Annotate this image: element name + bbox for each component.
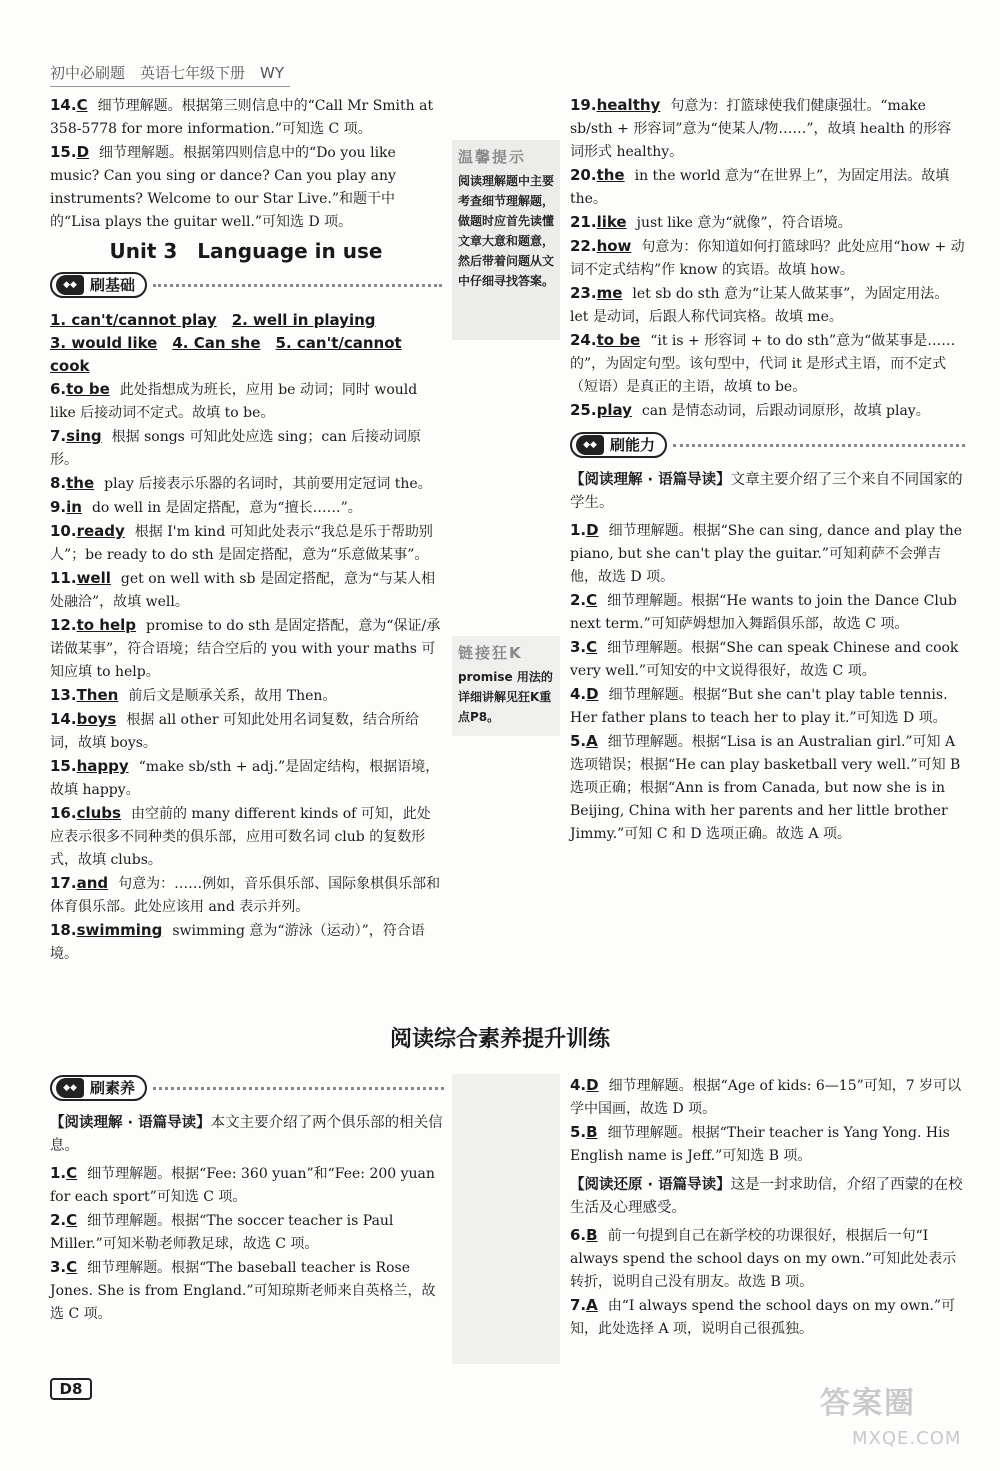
item-answer: C bbox=[586, 638, 598, 656]
item-answer: happy bbox=[76, 757, 129, 775]
item-number: 15. bbox=[50, 757, 77, 775]
item-answer: clubs bbox=[76, 804, 121, 822]
item-number: 6. bbox=[570, 1226, 587, 1244]
item-explanation: 前一句提到自己在新学校的功课很好，根据后一句“I always spend the school days on my own.”可知此处表示转折，说明自己没有朋友。故选 B 项。 bbox=[570, 1228, 957, 1290]
item-explanation: 此处指想成为班长，应用 be 动词；同时 would like 后接动词不定式。故填 to be。 bbox=[50, 382, 418, 421]
list-item bbox=[50, 755, 442, 802]
list-item bbox=[50, 520, 442, 567]
banner-dots bbox=[153, 284, 442, 287]
item-number: 14. bbox=[50, 96, 77, 114]
item-number: 19. bbox=[570, 96, 597, 114]
unit-title: Unit 3 Language in use bbox=[109, 239, 383, 263]
item-explanation: 细节理解题。根据“She can sing, dance and play the piano, but she can't play the guitar.”可知莉萨不会弹吉他，故选 D 项。 bbox=[570, 523, 963, 585]
list-item bbox=[50, 802, 442, 872]
item-explanation: 细节理解题。根据“Their teacher is Yang Yong. His English name is Jeff.”可知选 B 项。 bbox=[570, 1125, 950, 1164]
item-answer: C bbox=[76, 96, 88, 114]
item-number: 11. bbox=[50, 569, 77, 587]
item-number: 20. bbox=[570, 166, 597, 184]
item-number: 10. bbox=[50, 522, 77, 540]
bottom-right-column bbox=[570, 1074, 965, 1341]
item-explanation: 细节理解题。根据“The baseball teacher is Rose Jones. She is from England.”可知琼斯老师来自英格兰，故选 C 项。 bbox=[50, 1260, 436, 1322]
item-number: 4. bbox=[570, 1076, 587, 1094]
item-answer: D bbox=[586, 685, 599, 703]
guide-text: 文章主要介绍了三个来自不同国家的学生。 bbox=[570, 472, 963, 511]
item-explanation: 细节理解题。根据“He wants to join the Dance Club next term.”可知萨姆想加入舞蹈俱乐部，故选 C 项。 bbox=[570, 593, 957, 632]
item-answer: sing bbox=[66, 427, 102, 445]
item-number: 2. bbox=[50, 1211, 67, 1229]
item-answer: healthy bbox=[596, 96, 661, 114]
list-item bbox=[570, 329, 965, 399]
item-number: 7. bbox=[570, 1296, 587, 1314]
bottom-left-column bbox=[50, 1074, 444, 1326]
item-answer: B bbox=[586, 1123, 598, 1141]
item-explanation: swimming 意为“游泳（运动）”，符合语境。 bbox=[50, 923, 425, 962]
item-answer: swimming bbox=[76, 921, 163, 939]
answer-text: 3. would like bbox=[50, 334, 158, 352]
item-answer: A bbox=[586, 1296, 598, 1314]
list-item bbox=[50, 919, 442, 966]
item-number: 5. bbox=[570, 732, 587, 750]
sidebar-link-body: promise 用法的详细讲解见狂K重点P8。 bbox=[458, 670, 553, 724]
item-number: 1. bbox=[50, 1164, 67, 1182]
item-number: 16. bbox=[50, 804, 77, 822]
list-item bbox=[50, 94, 442, 141]
list-item bbox=[50, 141, 442, 234]
guide-tag: 【阅读理解 · 语篇导读】 bbox=[570, 472, 731, 488]
banner-basic bbox=[50, 271, 442, 299]
item-answer: in bbox=[66, 498, 82, 516]
list-item bbox=[570, 164, 965, 211]
item-answer: the bbox=[596, 166, 625, 184]
book-icon: ◆◆ bbox=[56, 1078, 84, 1098]
item-answer: D bbox=[586, 521, 599, 539]
item-answer: well bbox=[76, 569, 111, 587]
item-number: 4. bbox=[570, 685, 587, 703]
list-item bbox=[570, 1294, 965, 1341]
right-column bbox=[570, 94, 965, 846]
list-item bbox=[570, 589, 965, 636]
page-number: D8 bbox=[50, 1378, 92, 1400]
list-item bbox=[50, 684, 442, 708]
item-explanation: in the world 意为“在世界上”，为固定用法。故填 the。 bbox=[570, 168, 950, 207]
item-number: 3. bbox=[570, 638, 587, 656]
list-item bbox=[50, 872, 442, 919]
item-explanation: 句意为：……例如，音乐俱乐部、国际象棋俱乐部和体育俱乐部。此处应该用 and 表示并列。 bbox=[50, 876, 441, 915]
item-answer: the bbox=[66, 474, 95, 492]
banner-label: 刷基础 bbox=[90, 275, 136, 294]
sidebar-tip-body: 阅读理解题中主要考查细节理解题，做题时应首先读懂文章大意和题意，然后带着问题从文中仔细寻找答案。 bbox=[458, 174, 555, 288]
item-answer: C bbox=[66, 1258, 78, 1276]
answer-text: 4. Can she bbox=[172, 334, 261, 352]
item-explanation: get on well with sb 是固定搭配，意为“与某人相处融洽”，故填 well。 bbox=[50, 571, 436, 610]
item-number: 8. bbox=[50, 474, 67, 492]
item-explanation: let sb do sth 意为“让某人做某事”，为固定用法。let 是动词，后跟人称代词宾格。故填 me。 bbox=[570, 286, 949, 325]
guide-text: 这是一封求助信，介绍了西蒙的在校生活及心理感受。 bbox=[570, 1177, 963, 1216]
item-explanation: 由空前的 many different kinds of 可知，此处应表示很多不同种类的俱乐部，应用可数名词 club 的复数形式，故填 clubs。 bbox=[50, 806, 431, 868]
item-explanation: 句意为：打篮球使我们健康强壮。“make sb/sth + 形容词”意为“使某人/物……”，故填 health 的形容词形式 healthy。 bbox=[570, 98, 952, 160]
item-explanation: “it is + 形容词 + to do sth”意为“做某事是……的”，为固定句型。该句型中，代词 it 是形式主语，而不定式（短语）是真正的主语，故填 to be。 bbox=[570, 333, 956, 395]
list-item bbox=[570, 282, 965, 329]
sidebar-link bbox=[452, 636, 560, 736]
book-icon: ◆◆ bbox=[576, 435, 604, 455]
list-item bbox=[570, 1074, 965, 1121]
list-item bbox=[570, 1224, 965, 1294]
item-explanation: 前后文是顺承关系，故用 Then。 bbox=[128, 688, 337, 704]
item-explanation: “make sb/sth + adj.”是固定结构，根据语境，故填 happy。 bbox=[50, 759, 440, 798]
banner-ability bbox=[570, 431, 965, 459]
answer-text: 5. can't/cannot cook bbox=[50, 334, 402, 375]
item-explanation: 句意为：你知道如何打篮球吗？此处应用“how + 动词不定式结构”作 know 的宾语。故填 how。 bbox=[570, 239, 965, 278]
item-answer: how bbox=[596, 237, 632, 255]
header-rule bbox=[50, 86, 290, 87]
item-answer: D bbox=[586, 1076, 599, 1094]
sidebar-tip-title: 温馨提示 bbox=[458, 148, 527, 166]
item-explanation: promise to do sth 是固定搭配，意为“保证/承诺做某事”，符合语境；结合空后的 you with your maths 可知应填 to help。 bbox=[50, 618, 441, 680]
item-explanation: 细节理解题。根据“Age of kids: 6—15”可知，7 岁可以学中国画，故选 D 项。 bbox=[570, 1078, 962, 1117]
item-explanation: 细节理解题。根据“Fee: 360 yuan”和“Fee: 200 yuan for each sport”可知选 C 项。 bbox=[50, 1166, 435, 1205]
item-number: 9. bbox=[50, 498, 67, 516]
corner-watermark-site: MXQE.COM bbox=[852, 1428, 962, 1449]
item-explanation: can 是情态动词，后跟动词原形，故填 play。 bbox=[641, 403, 930, 419]
item-number: 2. bbox=[570, 591, 587, 609]
banner-dots bbox=[153, 1087, 444, 1090]
page-header: 初中必刷题 英语七年级下册 WY bbox=[50, 64, 284, 82]
list-item bbox=[50, 472, 442, 496]
item-explanation: 细节理解题。根据“The soccer teacher is Paul Miller.”可知米勒老师教足球，故选 C 项。 bbox=[50, 1213, 394, 1252]
item-answer: ready bbox=[76, 522, 125, 540]
list-item bbox=[570, 519, 965, 589]
item-explanation: 根据 songs 可知此处应选 sing；can 后接动词原形。 bbox=[50, 429, 422, 468]
item-number: 3. bbox=[50, 1258, 67, 1276]
reading-guide bbox=[570, 469, 965, 515]
list-item bbox=[570, 399, 965, 423]
item-answer: to help bbox=[76, 616, 137, 634]
item-number: 17. bbox=[50, 874, 77, 892]
basic-answer-row bbox=[50, 332, 442, 378]
list-item bbox=[50, 1256, 444, 1326]
item-explanation: 根据 I'm kind 可知此处表示“我总是乐于帮助别人”；be ready to do sth 是固定搭配，意为“乐意做某事”。 bbox=[50, 524, 433, 563]
item-answer: like bbox=[596, 213, 627, 231]
list-item bbox=[570, 683, 965, 730]
list-item bbox=[50, 1162, 444, 1209]
item-answer: boys bbox=[76, 710, 117, 728]
list-item bbox=[570, 1121, 965, 1168]
sidebar-tip bbox=[452, 140, 560, 340]
book-icon: ◆◆ bbox=[56, 275, 84, 295]
item-answer: to be bbox=[66, 380, 110, 398]
item-number: 7. bbox=[50, 427, 67, 445]
guide-tag: 【阅读还原 · 语篇导读】 bbox=[570, 1177, 731, 1193]
item-number: 22. bbox=[570, 237, 597, 255]
list-item bbox=[50, 496, 442, 520]
item-answer: A bbox=[586, 732, 598, 750]
reading-guide bbox=[50, 1112, 444, 1158]
item-answer: B bbox=[586, 1226, 598, 1244]
item-answer: C bbox=[586, 591, 598, 609]
item-number: 25. bbox=[570, 401, 597, 419]
item-answer: me bbox=[596, 284, 623, 302]
list-item bbox=[570, 636, 965, 683]
item-explanation: play 后接表示乐器的名词时，其前要用定冠词 the。 bbox=[104, 476, 432, 492]
item-explanation: do well in 是固定搭配，意为“擅长……”。 bbox=[91, 500, 362, 516]
item-number: 14. bbox=[50, 710, 77, 728]
item-answer: Then bbox=[76, 686, 119, 704]
item-answer: D bbox=[76, 143, 90, 161]
list-item bbox=[50, 425, 442, 472]
list-item bbox=[50, 378, 442, 425]
guide-text: 本文主要介绍了两个俱乐部的相关信息。 bbox=[50, 1115, 443, 1154]
banner-label: 刷素养 bbox=[90, 1078, 136, 1097]
item-explanation: 细节理解题。根据“But she can't play table tennis. Her father plans to teach her to play it.”可知选 D 项。 bbox=[570, 687, 948, 726]
item-answer: and bbox=[76, 874, 109, 892]
item-explanation: 由“I always spend the school days on my own.”可知，此处选择 A 项，说明自己很孤独。 bbox=[570, 1298, 956, 1337]
list-item bbox=[50, 567, 442, 614]
banner-literacy bbox=[50, 1074, 444, 1102]
item-number: 15. bbox=[50, 143, 77, 161]
item-answer: play bbox=[596, 401, 632, 419]
item-explanation: 细节理解题。根据“Lisa is an Australian girl.”可知 A 选项错误；根据“He can play basketball very well.”可知 B 选项正确；根据“Ann is from Canada, but now she is in Beijing, China with her parents and her little brother Jimmy.”可知 C 和 D 选项正确。故选 A 项。 bbox=[570, 734, 961, 842]
answer-text: 1. can't/cannot play bbox=[50, 311, 217, 329]
left-column bbox=[50, 94, 442, 966]
banner-label: 刷能力 bbox=[610, 435, 656, 454]
item-number: 5. bbox=[570, 1123, 587, 1141]
reading-guide bbox=[570, 1174, 965, 1220]
list-item bbox=[570, 94, 965, 164]
item-number: 6. bbox=[50, 380, 67, 398]
item-explanation: just like 意为“就像”，符合语境。 bbox=[636, 215, 852, 231]
item-explanation: 细节理解题。根据第三则信息中的“Call Mr Smith at 358-5778 for more information.”可知选 C 项。 bbox=[50, 98, 434, 137]
list-item bbox=[50, 614, 442, 684]
sidebar-link-title: 链接狂K bbox=[458, 644, 523, 662]
list-item bbox=[570, 235, 965, 282]
item-number: 23. bbox=[570, 284, 597, 302]
list-item bbox=[50, 1209, 444, 1256]
sidebar-blank bbox=[452, 1074, 560, 1364]
corner-watermark: 答案圈 bbox=[820, 1386, 916, 1421]
item-number: 12. bbox=[50, 616, 77, 634]
guide-tag: 【阅读理解 · 语篇导读】 bbox=[50, 1115, 211, 1131]
item-explanation: 细节理解题。根据“She can speak Chinese and cook very well.”可知安的中文说得很好，故选 C 项。 bbox=[570, 640, 959, 679]
banner-dots bbox=[673, 444, 965, 447]
answer-text: 2. well in playing bbox=[231, 311, 376, 329]
list-item bbox=[50, 708, 442, 755]
item-answer: C bbox=[66, 1164, 78, 1182]
basic-answer-row bbox=[50, 309, 442, 332]
item-answer: C bbox=[66, 1211, 78, 1229]
item-number: 21. bbox=[570, 213, 597, 231]
list-item bbox=[570, 211, 965, 235]
item-number: 1. bbox=[570, 521, 587, 539]
section-title: 阅读综合素养提升训练 bbox=[389, 1027, 610, 1052]
item-number: 24. bbox=[570, 331, 597, 349]
item-explanation: 根据 all other 可知此处用名词复数，结合所给词，故填 boys。 bbox=[50, 712, 420, 751]
item-explanation: 细节理解题。根据第四则信息中的“Do you like music? Can you sing or dance? Can you play any instruments? Welcome to our Star Live.”和题干中的“Lisa plays the guitar well.”可知选 D 项。 bbox=[50, 145, 396, 230]
item-answer: to be bbox=[596, 331, 641, 349]
item-number: 18. bbox=[50, 921, 77, 939]
list-item bbox=[570, 730, 965, 846]
item-number: 13. bbox=[50, 686, 77, 704]
